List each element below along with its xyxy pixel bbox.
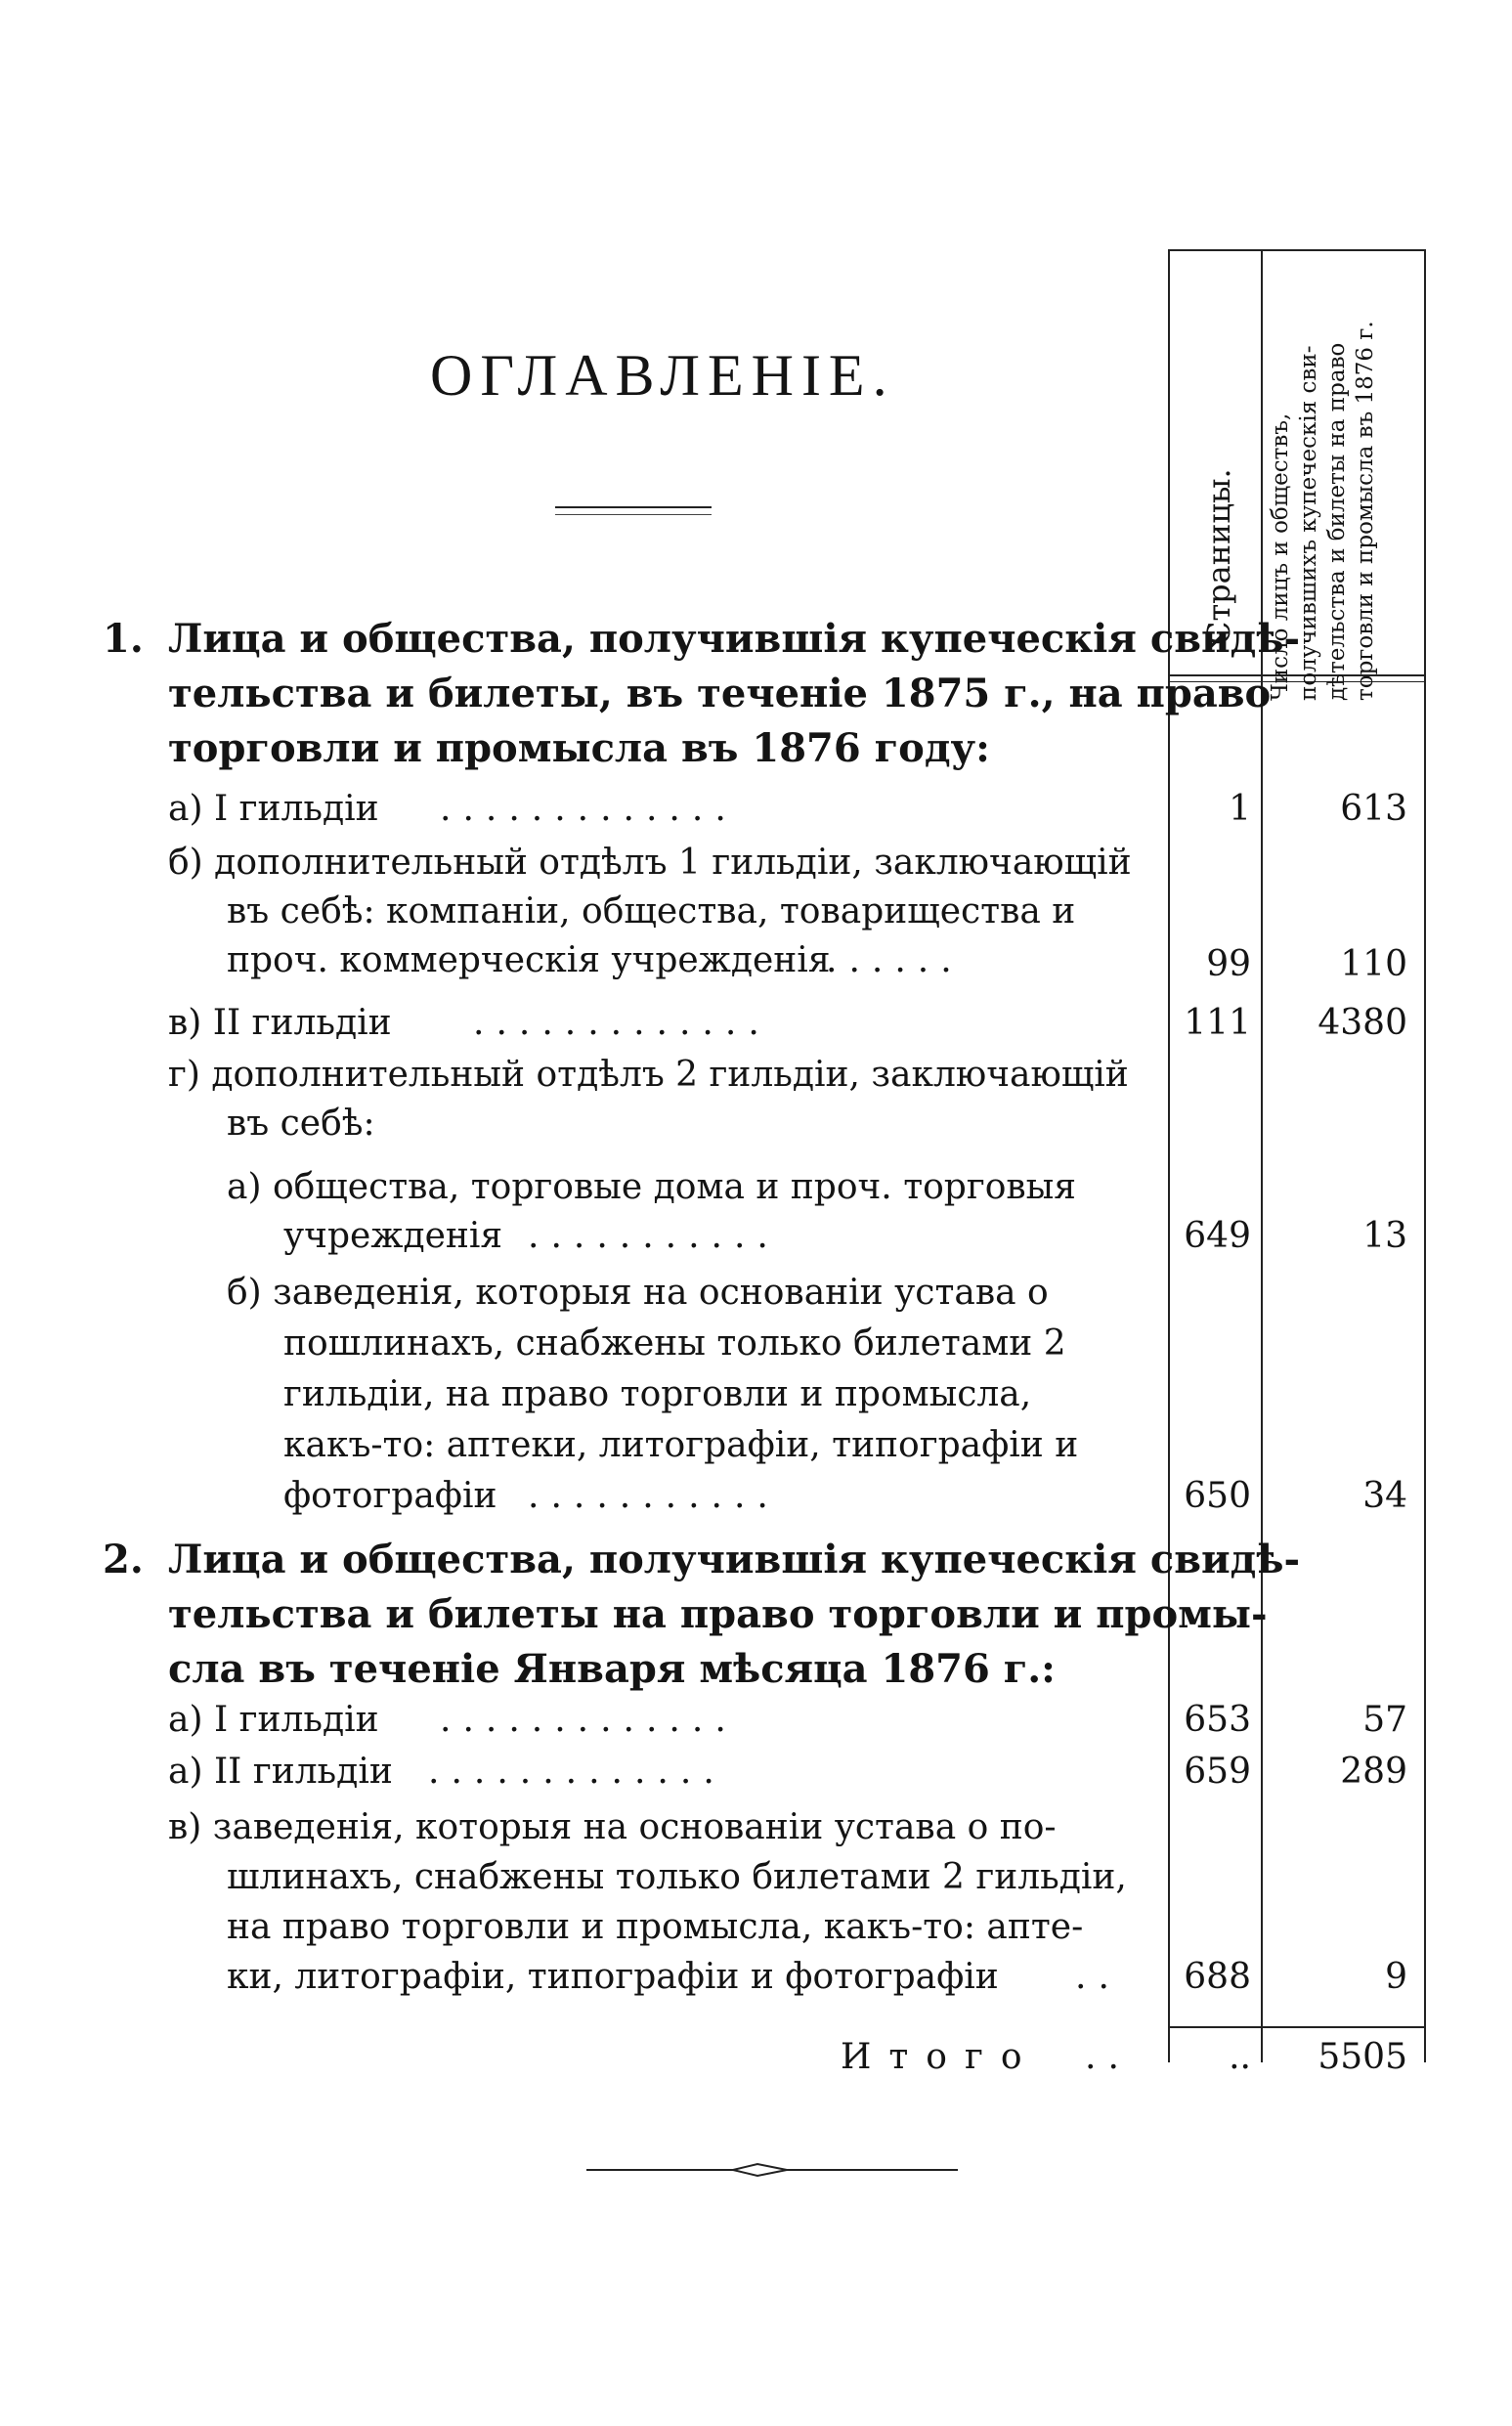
- leader-dots: ...........: [528, 1216, 780, 1256]
- entry-line: пошлинахъ, снабжены только билетами 2: [283, 1323, 1066, 1364]
- entry-page: 1: [1229, 789, 1251, 829]
- entry-line: а) общества, торговые дома и проч. торговыя: [227, 1167, 1076, 1207]
- title-rule-secondary: [555, 514, 712, 515]
- entry-line: а) II гильдіи: [168, 1752, 393, 1792]
- column-divider-middle: [1261, 249, 1263, 2062]
- entry-page: 649: [1184, 1216, 1251, 1256]
- section-1-heading: тельства и билеты, въ теченіе 1875 г., на право: [168, 671, 1272, 716]
- header-count-line: дѣтельства и билеты на право: [1324, 342, 1350, 701]
- entry-line: въ себѣ:: [227, 1104, 375, 1144]
- section-2-heading: Лица и общества, получившія купеческія свидѣ-: [168, 1537, 1301, 1582]
- total-count: 5505: [1318, 2037, 1407, 2077]
- leader-dots: .............: [440, 789, 738, 829]
- header-count-line: Число лицъ и обществъ,: [1268, 412, 1293, 701]
- entry-count: 110: [1340, 944, 1407, 984]
- header-count-line: торговли и промысла въ 1876 г.: [1353, 321, 1378, 701]
- section-1-number: 1.: [103, 616, 144, 662]
- entry-line: а) I гильдіи: [168, 1700, 379, 1740]
- section-2-heading: сла въ теченіе Января мѣсяца 1876 г.:: [168, 1646, 1056, 1692]
- leader-dots: ...........: [528, 1476, 780, 1516]
- leader-dots: .............: [428, 1752, 726, 1792]
- entry-line: ки, литографіи, типографіи и фотографіи: [227, 1957, 999, 1997]
- header-top-rule: [1168, 249, 1424, 251]
- header-pages: Страницы.: [1200, 468, 1237, 645]
- entry-count: 4380: [1318, 1003, 1407, 1043]
- entry-page: 99: [1206, 944, 1251, 984]
- section-1-heading: Лица и общества, получившія купеческія свидѣ-: [168, 616, 1301, 662]
- ornament-divider: [586, 2160, 958, 2180]
- entry-line: б) заведенія, которыя на основаніи устава о: [227, 1273, 1049, 1313]
- section-2-number: 2.: [103, 1537, 144, 1582]
- entry-page: 688: [1184, 1957, 1251, 1997]
- entry-line: учрежденія: [283, 1216, 503, 1256]
- total-top-rule: [1168, 2026, 1424, 2028]
- section-1-heading: торговли и промысла въ 1876 году:: [168, 725, 990, 771]
- entry-page: 111: [1184, 1003, 1251, 1043]
- entry-count: 9: [1385, 1957, 1407, 1997]
- title-rule: [555, 506, 712, 508]
- entry-count: 289: [1340, 1752, 1407, 1792]
- leader-dots: ......: [826, 940, 964, 980]
- entry-line: б) дополнительный отдѣлъ 1 гильдіи, заключающій: [168, 843, 1132, 883]
- entry-line: фотографіи: [283, 1476, 497, 1516]
- entry-line: въ себѣ: компаніи, общества, товарищества и: [227, 891, 1076, 931]
- entry-line: шлинахъ, снабжены только билетами 2 гильдіи,: [227, 1857, 1127, 1897]
- column-divider-left: [1168, 249, 1170, 2062]
- entry-count: 34: [1362, 1476, 1407, 1516]
- leader-dots: .............: [473, 1003, 771, 1043]
- entry-count: 613: [1340, 789, 1407, 829]
- entry-line: в) II гильдіи: [168, 1003, 392, 1043]
- entry-page: 650: [1184, 1476, 1251, 1516]
- entry-page: 653: [1184, 1700, 1251, 1740]
- section-2-heading: тельства и билеты на право торговли и промы-: [168, 1591, 1268, 1637]
- entry-line: г) дополнительный отдѣлъ 2 гильдіи, заключающій: [168, 1055, 1129, 1095]
- entry-page: 659: [1184, 1752, 1251, 1792]
- entry-line: на право торговли и промысла, какъ-то: апте-: [227, 1907, 1084, 1947]
- page-title: ОГЛАВЛЕНІЕ.: [430, 343, 895, 408]
- entry-line: какъ-то: аптеки, литографіи, типографіи и: [283, 1425, 1079, 1465]
- entry-line: гильдіи, на право торговли и промысла,: [283, 1374, 1032, 1414]
- entry-line: а) I гильдіи: [168, 789, 379, 829]
- leader-dots: ..: [1085, 2037, 1131, 2077]
- total-page: ..: [1229, 2037, 1251, 2077]
- header-count-line: получившихъ купеческія сви-: [1296, 345, 1321, 701]
- leader-dots: .............: [440, 1700, 738, 1740]
- entry-line: в) заведенія, которыя на основаніи устава о по-: [168, 1807, 1057, 1847]
- column-divider-right: [1424, 249, 1426, 2062]
- entry-count: 13: [1362, 1216, 1407, 1256]
- leader-dots: ..: [1075, 1957, 1121, 1997]
- entry-count: 57: [1362, 1700, 1407, 1740]
- total-label: Итого: [841, 2037, 1040, 2077]
- entry-line: проч. коммерческія учрежденія: [227, 940, 831, 980]
